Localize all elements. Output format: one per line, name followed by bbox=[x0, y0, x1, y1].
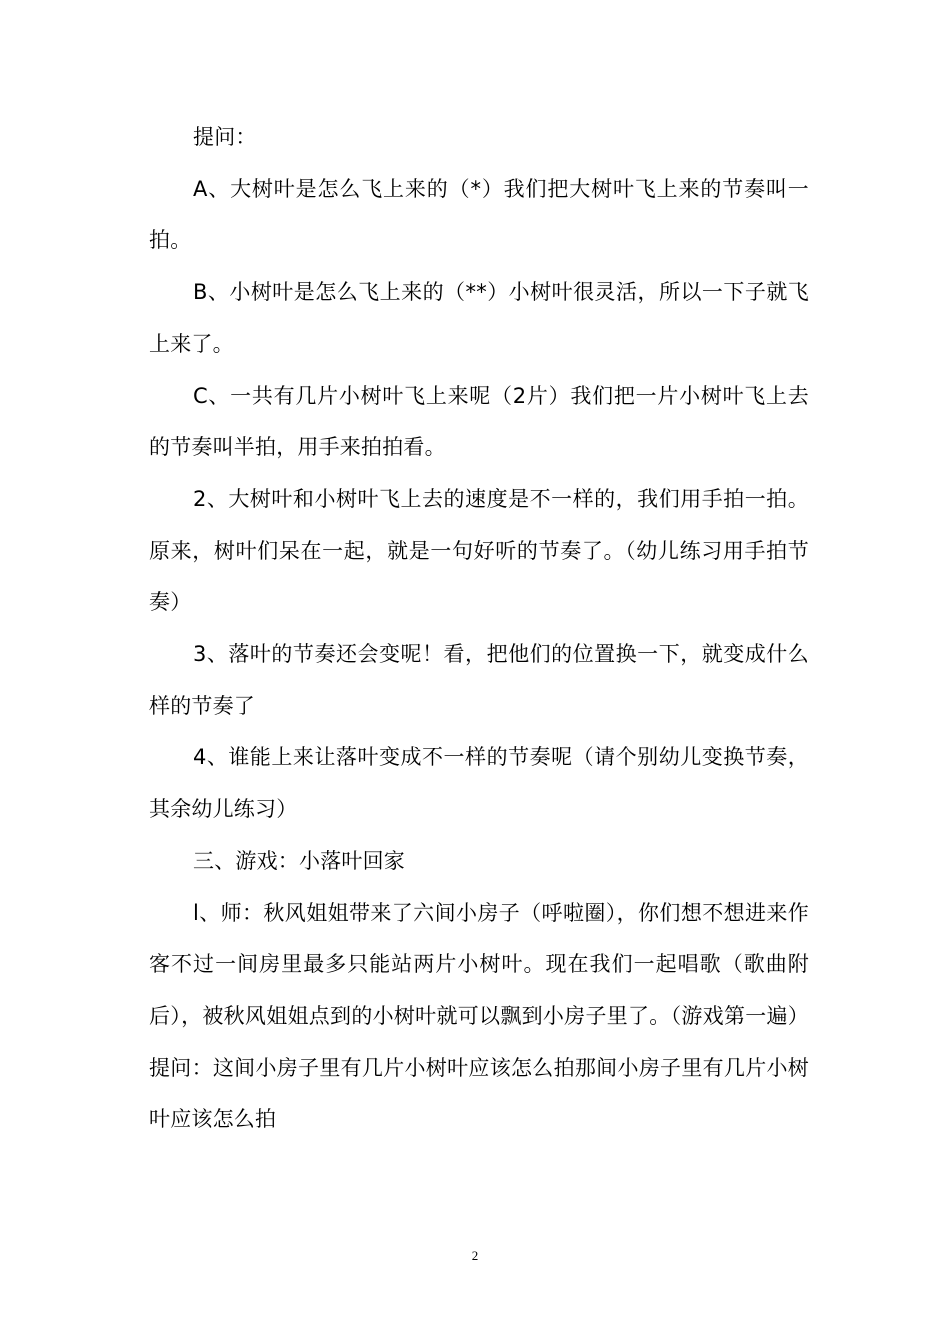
page-number: 2 bbox=[471, 1248, 479, 1263]
section-heading-game: 三、游戏：小落叶回家 bbox=[193, 848, 405, 873]
paragraph-game-step-1: l、师：秋风姐姐带来了六间小房子（呼啦圈），你们想不想进来作客不过一间房里最多只能站两片小树叶。现在我们一起唱歌（歌曲附后），被秋风姐姐点到的小树叶就可以飘到小房子里了。（游戏第一遍）提问：这间小房子里有几片小树叶应该怎么拍那间小房子里有几片小树叶应该怎么拍 bbox=[149, 900, 809, 1132]
paragraph-question-c: C、一共有几片小树叶飞上来呢（2片）我们把一片小树叶飞上去的节奏叫半拍，用手来拍拍看。 bbox=[149, 383, 809, 460]
paragraph-question-b: B、小树叶是怎么飞上来的（**）小树叶很灵活，所以一下子就飞上来了。 bbox=[149, 280, 809, 356]
body-text bbox=[149, 112, 809, 1146]
paragraph-step-4: 4、谁能上来让落叶变成不一样的节奏呢（请个别幼儿变换节奏，其余幼儿练习） bbox=[149, 745, 809, 822]
paragraph-step-3: 3、落叶的节奏还会变呢！看，把他们的位置换一下，就变成什么样的节奏了 bbox=[149, 642, 809, 718]
paragraph-question-a: A、大树叶是怎么飞上来的（*）我们把大树叶飞上来的节奏叫一拍。 bbox=[149, 176, 809, 253]
paragraph-step-2: 2、大树叶和小树叶飞上去的速度是不一样的，我们用手拍一拍。原来，树叶们呆在一起，就是一句好听的节奏了。（幼儿练习用手拍节奏） bbox=[149, 486, 809, 615]
paragraph-question-heading: 提问： bbox=[193, 125, 257, 149]
